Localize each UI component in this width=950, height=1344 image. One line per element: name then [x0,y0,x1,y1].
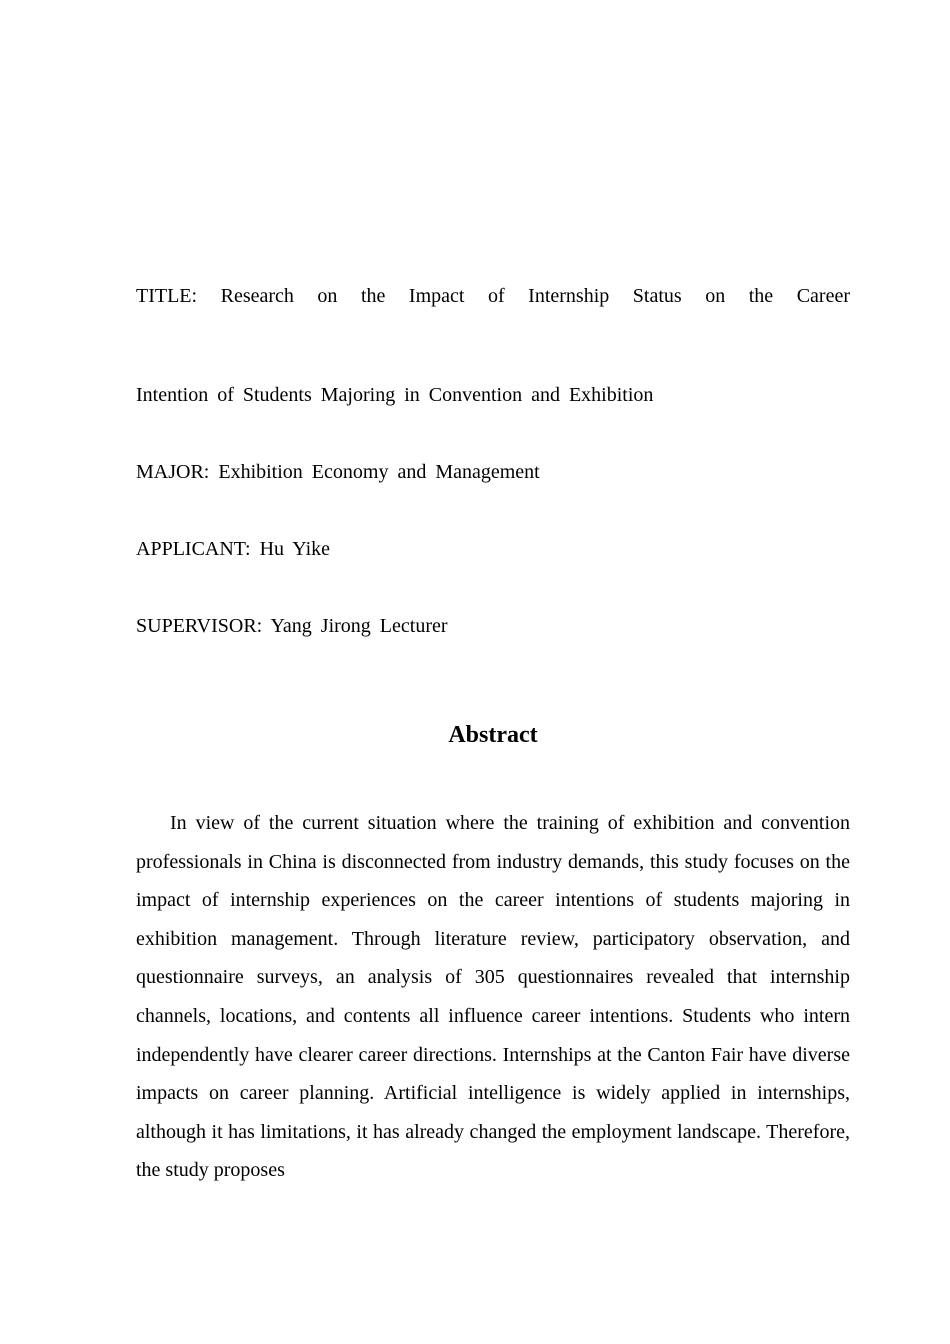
supervisor-line: SUPERVISOR: Yang Jirong Lecturer [136,615,448,637]
abstract-heading: Abstract [448,722,538,748]
title-line-2: Intention of Students Majoring in Convention and Exhibition [136,384,654,406]
abstract-body: In view of the current situation where the training of exhibition and convention professionals in China is disconnected from industry demands, this study focuses on the impact of internship experiences on the career intentions of students majoring in exhibition management. Through literature review, participatory observation, and questionnaire surveys, an analysis of 305 questionnaires revealed that internship channels, locations, and contents all influence career intentions. Students who intern independently have clearer career directions. Internships at the Canton Fair have diverse impacts on career planning. Artificial intelligence is widely applied in internships, although it has limitations, it has already changed the employment landscape. Therefore, the study proposes [136,812,850,1182]
applicant-line: APPLICANT: Hu Yike [136,538,331,560]
major-line: MAJOR: Exhibition Economy and Management [136,461,540,483]
title-line-1: TITLE: Research on the Impact of Internship Status on the Career [136,285,850,307]
